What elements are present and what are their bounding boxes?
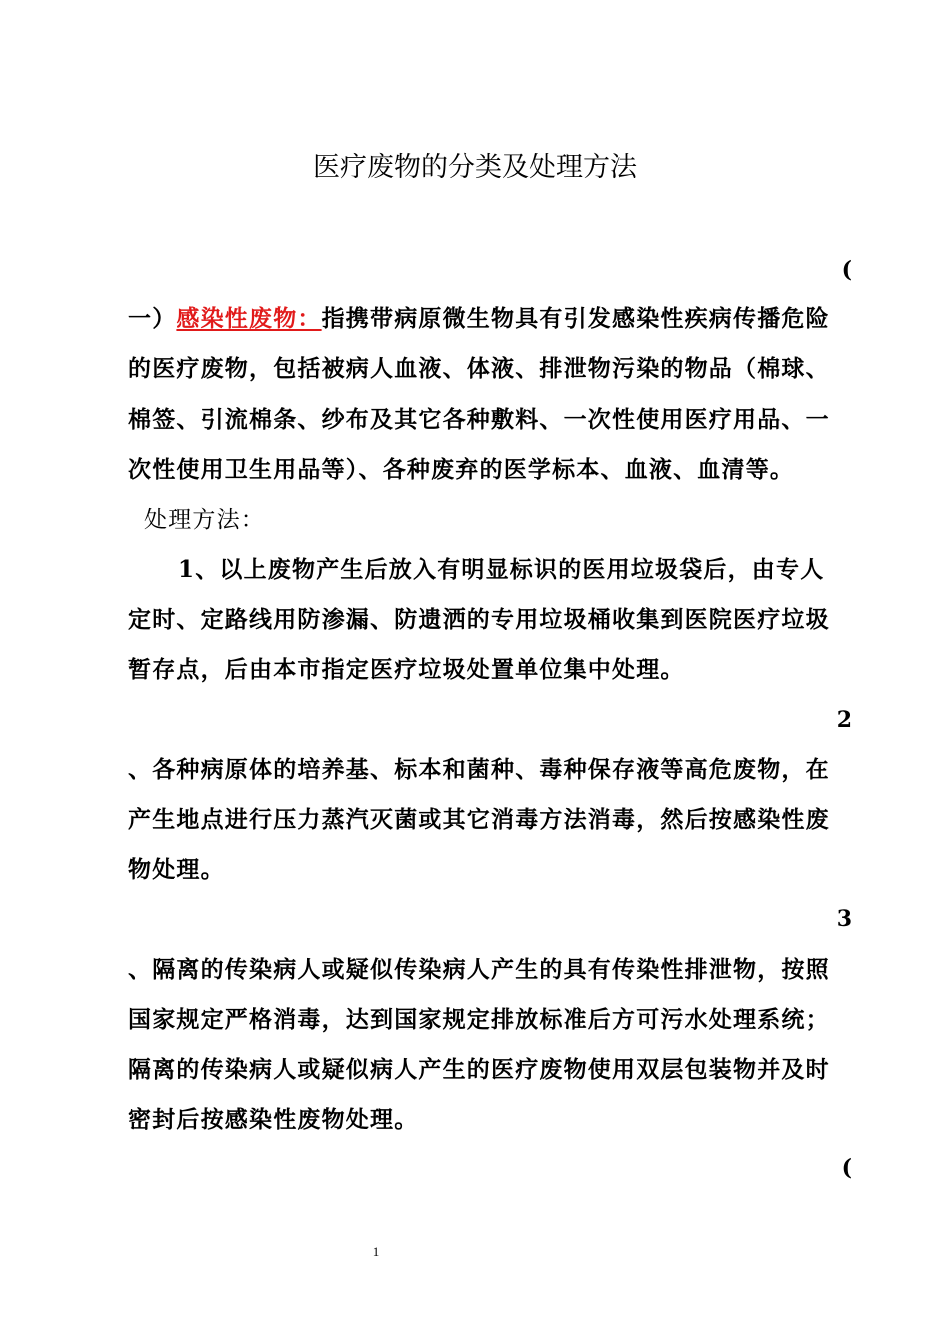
section1-line1-rest: 指携带病原微生物具有引发感染性疾病传播危险 [321,305,830,332]
item2-line: 产生地点进行压力蒸汽灭菌或其它消毒方法消毒，然后按感染性废 [128,806,830,833]
page-number: 1 [372,1244,380,1259]
document-title: 医疗废物的分类及处理方法 [313,152,637,183]
item1-line: 定时、定路线用防渗漏、防遗洒的专用垃圾桶收集到医院医疗垃圾 [128,606,830,633]
section1-heading-line [128,302,830,336]
item2-line: 物处理。 [128,856,225,883]
section1-line: 的医疗废物，包括被病人血液、体液、排泄物污染的物品（棉球、 [128,355,830,382]
item3-number: 3 [836,906,852,932]
item3-line: 、隔离的传染病人或疑似传染病人产生的具有传染性排泄物，按照 [128,956,830,983]
item2-line: 、各种病原体的培养基、标本和菌种、毒种保存液等高危废物，在 [128,756,830,783]
item2-number: 2 [836,707,852,733]
item1-line: 暂存点，后由本市指定医疗垃圾处置单位集中处理。 [128,656,685,683]
next-section-open-paren: ( [841,1155,852,1181]
item1-line: 1、以上废物产生后放入有明显标识的医用垃圾袋后，由专人 [178,556,825,583]
item3-line: 密封后按感染性废物处理。 [128,1106,419,1133]
item3-line: 隔离的传染病人或疑似病人产生的医疗废物使用双层包装物并及时 [128,1056,830,1083]
item3-line: 国家规定严格消毒，达到国家规定排放标准后方可污水处理系统； [128,1006,830,1033]
section1-line: 棉签、引流棉条、纱布及其它各种敷料、一次性使用医疗用品、一 [128,406,830,433]
method-label: 处理方法： [144,507,265,533]
section-open-paren: ( [841,257,852,283]
section1-line: 次性使用卫生用品等）、各种废弃的医学标本、血液、血清等。 [128,456,795,483]
section1-category: 感染性废物： [176,305,322,332]
section1-prefix: 一） [128,305,177,332]
